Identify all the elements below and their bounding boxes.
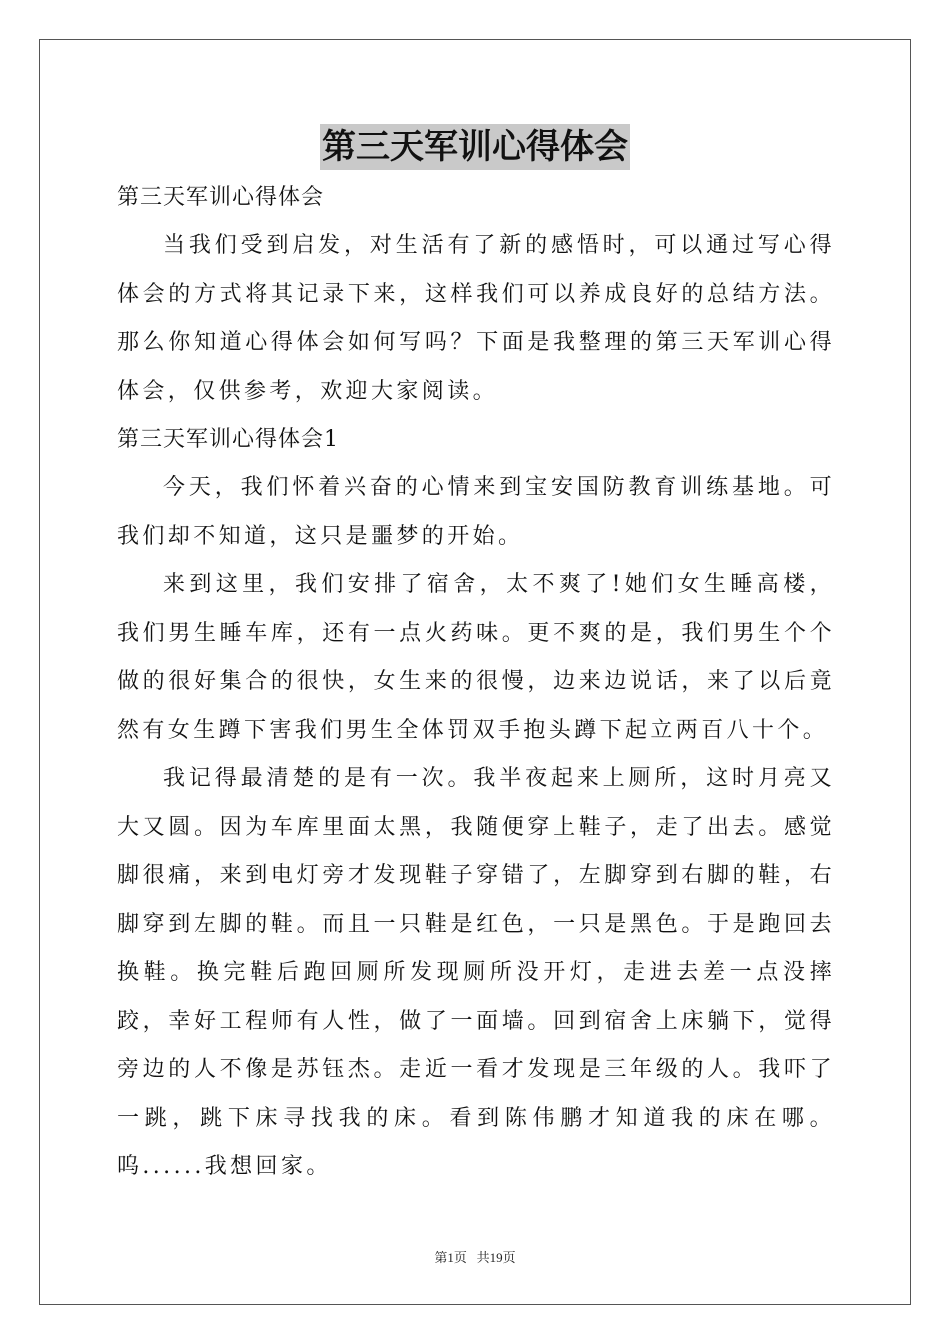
document-title: 第三天军训心得体会 [320, 124, 630, 170]
intro-heading: 第三天军训心得体会 [117, 185, 325, 210]
section-heading: 第三天军训心得体会1 [117, 427, 339, 452]
body-paragraph-2: 来到这里，我们安排了宿舍，太不爽了!她们女生睡高楼，我们男生睡车库，还有一点火药味。更不爽的是，我们男生个个做的很好集合的很快，女生来的很慢，边来边说话，来了以后竟然有女生蹲下害我们男生全体罚双手抱头蹲下起立两百八十个。 [117, 572, 835, 743]
page-number: 第1页 [434, 1250, 467, 1265]
document-title-container [0, 124, 950, 172]
page-footer [0, 1247, 950, 1266]
body-paragraph-1: 今天，我们怀着兴奋的心情来到宝安国防教育训练基地。可我们却不知道，这只是噩梦的开始。 [117, 475, 835, 549]
page-total: 共19页 [476, 1250, 516, 1265]
body-paragraph-3: 我记得最清楚的是有一次。我半夜起来上厕所，这时月亮又大又圆。因为车库里面太黑，我随便穿上鞋子，走了出去。感觉脚很痛，来到电灯旁才发现鞋子穿错了，左脚穿到右脚的鞋，右脚穿到左脚的鞋。而且一只鞋是红色，一只是黑色。于是跑回去换鞋。换完鞋后跑回厕所发现厕所没开灯，走进去差一点没摔跤，幸好工程师有人性，做了一面墙。回到宿舍上床躺下，觉得旁边的人不像是苏钰杰。走近一看才发现是三年级的人。我吓了一跳，跳下床寻找我的床。看到陈伟鹏才知道我的床在哪。呜......我想回家。 [117, 766, 835, 1179]
intro-paragraph: 当我们受到启发，对生活有了新的感悟时，可以通过写心得体会的方式将其记录下来，这样我们可以养成良好的总结方法。那么你知道心得体会如何写吗？下面是我整理的第三天军训心得体会，仅供参考，欢迎大家阅读。 [117, 233, 835, 404]
document-body [117, 174, 835, 1192]
